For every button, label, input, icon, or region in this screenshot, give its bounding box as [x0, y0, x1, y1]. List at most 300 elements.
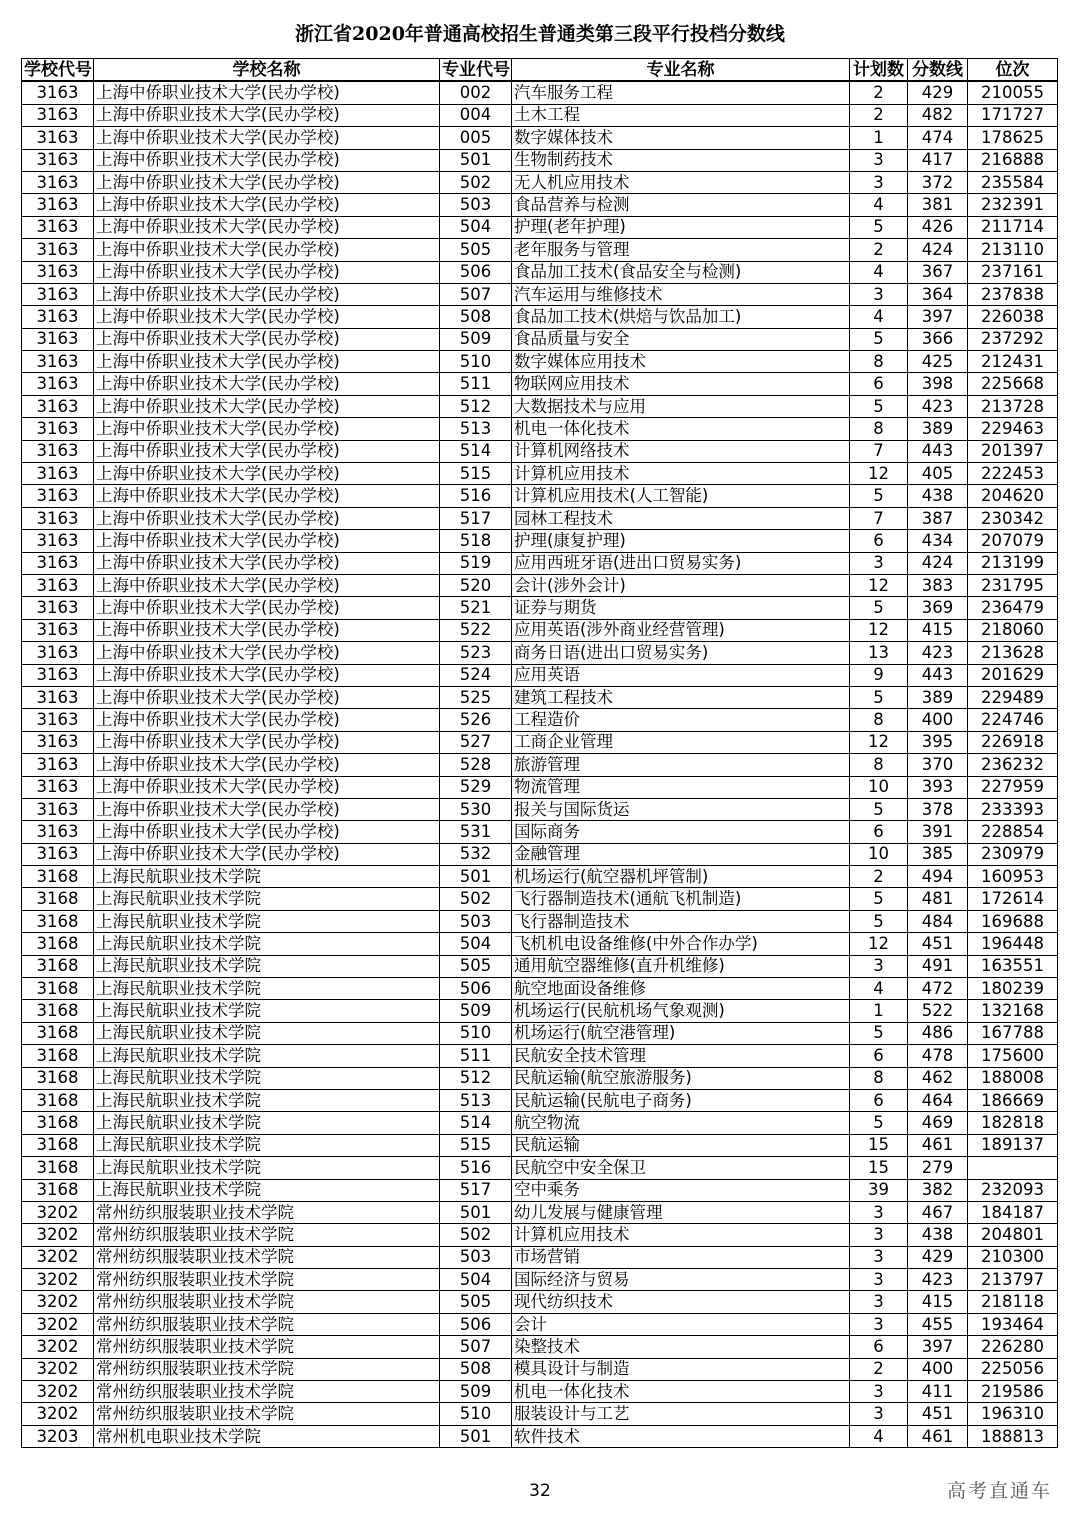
school-code-cell: 3163 [22, 776, 94, 798]
school-code-cell: 3163 [22, 485, 94, 507]
score-line-cell: 481 [908, 888, 968, 910]
school-name-cell: 上海中侨职业技术大学(民办学校) [94, 485, 440, 507]
score-line-cell: 429 [908, 1246, 968, 1268]
score-line-cell: 455 [908, 1313, 968, 1335]
school-code-cell: 3202 [22, 1403, 94, 1425]
school-name-cell: 上海中侨职业技术大学(民办学校) [94, 395, 440, 417]
school-code-cell: 3163 [22, 127, 94, 149]
score-line-cell: 482 [908, 104, 968, 126]
major-code-cell: 504 [440, 216, 512, 238]
plan-count-cell: 3 [850, 1291, 908, 1313]
score-line-cell: 461 [908, 1134, 968, 1156]
school-name-cell: 上海中侨职业技术大学(民办学校) [94, 574, 440, 596]
major-code-cell: 505 [440, 239, 512, 261]
plan-count-cell: 2 [850, 1358, 908, 1380]
school-code-cell: 3202 [22, 1381, 94, 1403]
table-row [22, 1201, 1058, 1223]
score-line-cell: 472 [908, 978, 968, 1000]
major-name-cell: 工商企业管理 [512, 731, 850, 753]
major-name-cell: 护理(老年护理) [512, 216, 850, 238]
rank-cell [968, 1157, 1058, 1179]
rank-cell: 196448 [968, 933, 1058, 955]
table-row [22, 888, 1058, 910]
table-row [22, 1089, 1058, 1111]
rank-cell: 224746 [968, 709, 1058, 731]
school-code-cell: 3168 [22, 1157, 94, 1179]
plan-count-cell: 5 [850, 597, 908, 619]
school-code-cell: 3202 [22, 1291, 94, 1313]
rank-cell: 230979 [968, 843, 1058, 865]
plan-count-cell: 8 [850, 709, 908, 731]
school-name-cell: 上海民航职业技术学院 [94, 978, 440, 1000]
school-code-cell: 3202 [22, 1313, 94, 1335]
school-name-cell: 上海中侨职业技术大学(民办学校) [94, 171, 440, 193]
school-name-cell: 上海中侨职业技术大学(民办学校) [94, 686, 440, 708]
major-code-cell: 501 [440, 866, 512, 888]
rank-cell: 237292 [968, 328, 1058, 350]
school-name-cell: 上海中侨职业技术大学(民办学校) [94, 239, 440, 261]
major-name-cell: 护理(康复护理) [512, 530, 850, 552]
major-name-cell: 应用英语 [512, 664, 850, 686]
header-plan-count: 计划数 [850, 59, 908, 82]
score-line-cell: 395 [908, 731, 968, 753]
table-row [22, 1134, 1058, 1156]
major-name-cell: 空中乘务 [512, 1179, 850, 1201]
school-name-cell: 上海中侨职业技术大学(民办学校) [94, 552, 440, 574]
major-name-cell: 计算机应用技术 [512, 1224, 850, 1246]
plan-count-cell: 12 [850, 933, 908, 955]
school-name-cell: 上海中侨职业技术大学(民办学校) [94, 530, 440, 552]
table-row [22, 731, 1058, 753]
plan-count-cell: 6 [850, 1045, 908, 1067]
major-name-cell: 民航空中安全保卫 [512, 1157, 850, 1179]
major-code-cell: 509 [440, 1000, 512, 1022]
rank-cell: 207079 [968, 530, 1058, 552]
school-name-cell: 常州机电职业技术学院 [94, 1425, 440, 1447]
school-code-cell: 3163 [22, 754, 94, 776]
major-name-cell: 机场运行(航空港管理) [512, 1022, 850, 1044]
rank-cell: 226280 [968, 1336, 1058, 1358]
rank-cell: 229463 [968, 418, 1058, 440]
major-name-cell: 大数据技术与应用 [512, 395, 850, 417]
table-row [22, 104, 1058, 126]
rank-cell: 225056 [968, 1358, 1058, 1380]
rank-cell: 172614 [968, 888, 1058, 910]
major-name-cell: 食品营养与检测 [512, 194, 850, 216]
table-row [22, 1179, 1058, 1201]
rank-cell: 237161 [968, 261, 1058, 283]
rank-cell: 188813 [968, 1425, 1058, 1447]
school-code-cell: 3168 [22, 888, 94, 910]
table-row [22, 1358, 1058, 1380]
plan-count-cell: 5 [850, 1112, 908, 1134]
major-code-cell: 520 [440, 574, 512, 596]
score-line-cell: 372 [908, 171, 968, 193]
rank-cell: 222453 [968, 463, 1058, 485]
rank-cell: 210300 [968, 1246, 1058, 1268]
plan-count-cell: 4 [850, 194, 908, 216]
school-code-cell: 3168 [22, 1067, 94, 1089]
school-name-cell: 上海中侨职业技术大学(民办学校) [94, 373, 440, 395]
major-code-cell: 512 [440, 1067, 512, 1089]
score-line-cell: 423 [908, 642, 968, 664]
school-code-cell: 3163 [22, 171, 94, 193]
school-name-cell: 上海民航职业技术学院 [94, 1179, 440, 1201]
major-name-cell: 机电一体化技术 [512, 1381, 850, 1403]
score-line-cell: 438 [908, 485, 968, 507]
table-row [22, 194, 1058, 216]
major-name-cell: 航空地面设备维修 [512, 978, 850, 1000]
major-name-cell: 报关与国际货运 [512, 798, 850, 820]
rank-cell: 229489 [968, 686, 1058, 708]
school-code-cell: 3202 [22, 1246, 94, 1268]
plan-count-cell: 5 [850, 888, 908, 910]
major-name-cell: 民航运输 [512, 1134, 850, 1156]
table-row [22, 1157, 1058, 1179]
table-row [22, 955, 1058, 977]
major-code-cell: 505 [440, 1291, 512, 1313]
table-row [22, 127, 1058, 149]
school-name-cell: 常州纺织服装职业技术学院 [94, 1246, 440, 1268]
plan-count-cell: 5 [850, 216, 908, 238]
major-code-cell: 525 [440, 686, 512, 708]
plan-count-cell: 6 [850, 373, 908, 395]
major-code-cell: 503 [440, 910, 512, 932]
major-name-cell: 幼儿发展与健康管理 [512, 1201, 850, 1223]
major-name-cell: 物流管理 [512, 776, 850, 798]
score-line-cell: 451 [908, 1403, 968, 1425]
school-code-cell: 3168 [22, 1045, 94, 1067]
table-row [22, 1403, 1058, 1425]
school-code-cell: 3163 [22, 306, 94, 328]
rank-cell: 204801 [968, 1224, 1058, 1246]
school-code-cell: 3163 [22, 619, 94, 641]
major-name-cell: 国际商务 [512, 821, 850, 843]
school-code-cell: 3168 [22, 910, 94, 932]
school-name-cell: 上海中侨职业技术大学(民办学校) [94, 619, 440, 641]
score-line-cell: 429 [908, 81, 968, 104]
school-name-cell: 上海中侨职业技术大学(民办学校) [94, 418, 440, 440]
plan-count-cell: 5 [850, 910, 908, 932]
plan-count-cell: 6 [850, 530, 908, 552]
major-code-cell: 531 [440, 821, 512, 843]
school-code-cell: 3168 [22, 1179, 94, 1201]
table-row [22, 1246, 1058, 1268]
rank-cell: 227959 [968, 776, 1058, 798]
school-name-cell: 上海中侨职业技术大学(民办学校) [94, 283, 440, 305]
plan-count-cell: 5 [850, 686, 908, 708]
major-code-cell: 515 [440, 463, 512, 485]
school-code-cell: 3163 [22, 418, 94, 440]
rank-cell: 193464 [968, 1313, 1058, 1335]
score-line-cell: 426 [908, 216, 968, 238]
school-name-cell: 上海中侨职业技术大学(民办学校) [94, 507, 440, 529]
rank-cell: 160953 [968, 866, 1058, 888]
plan-count-cell: 12 [850, 619, 908, 641]
plan-count-cell: 6 [850, 1089, 908, 1111]
school-code-cell: 3163 [22, 530, 94, 552]
score-line-cell: 423 [908, 395, 968, 417]
school-code-cell: 3163 [22, 216, 94, 238]
rank-cell: 132168 [968, 1000, 1058, 1022]
score-line-cell: 522 [908, 1000, 968, 1022]
school-code-cell: 3203 [22, 1425, 94, 1447]
major-name-cell: 食品质量与安全 [512, 328, 850, 350]
score-line-cell: 478 [908, 1045, 968, 1067]
table-row [22, 1425, 1058, 1447]
plan-count-cell: 3 [850, 1313, 908, 1335]
major-name-cell: 民航运输(航空旅游服务) [512, 1067, 850, 1089]
school-name-cell: 上海中侨职业技术大学(民办学校) [94, 843, 440, 865]
major-code-cell: 501 [440, 1425, 512, 1447]
major-name-cell: 机场运行(航空器机坪管制) [512, 866, 850, 888]
rank-cell: 226038 [968, 306, 1058, 328]
school-name-cell: 上海民航职业技术学院 [94, 1112, 440, 1134]
major-code-cell: 532 [440, 843, 512, 865]
score-line-cell: 385 [908, 843, 968, 865]
score-line-cell: 389 [908, 686, 968, 708]
school-name-cell: 上海民航职业技术学院 [94, 888, 440, 910]
table-row [22, 216, 1058, 238]
major-code-cell: 501 [440, 1201, 512, 1223]
rank-cell: 236479 [968, 597, 1058, 619]
major-name-cell: 建筑工程技术 [512, 686, 850, 708]
score-line-cell: 417 [908, 149, 968, 171]
table-row [22, 1224, 1058, 1246]
score-line-cell: 393 [908, 776, 968, 798]
school-code-cell: 3168 [22, 1000, 94, 1022]
plan-count-cell: 5 [850, 395, 908, 417]
plan-count-cell: 7 [850, 507, 908, 529]
score-line-cell: 424 [908, 552, 968, 574]
major-name-cell: 国际经济与贸易 [512, 1269, 850, 1291]
table-row [22, 552, 1058, 574]
score-line-cell: 400 [908, 709, 968, 731]
watermark: 高考直通车 [946, 1480, 1052, 1502]
plan-count-cell: 8 [850, 754, 908, 776]
major-code-cell: 514 [440, 1112, 512, 1134]
school-code-cell: 3163 [22, 642, 94, 664]
rank-cell: 218118 [968, 1291, 1058, 1313]
major-code-cell: 526 [440, 709, 512, 731]
rank-cell: 189137 [968, 1134, 1058, 1156]
rank-cell: 228854 [968, 821, 1058, 843]
major-name-cell: 物联网应用技术 [512, 373, 850, 395]
plan-count-cell: 7 [850, 440, 908, 462]
major-name-cell: 软件技术 [512, 1425, 850, 1447]
major-name-cell: 飞机机电设备维修(中外合作办学) [512, 933, 850, 955]
table-row [22, 1336, 1058, 1358]
table-row [22, 171, 1058, 193]
major-code-cell: 504 [440, 1269, 512, 1291]
major-code-cell: 502 [440, 171, 512, 193]
school-name-cell: 常州纺织服装职业技术学院 [94, 1336, 440, 1358]
school-code-cell: 3163 [22, 463, 94, 485]
plan-count-cell: 5 [850, 798, 908, 820]
plan-count-cell: 1 [850, 127, 908, 149]
score-line-cell: 389 [908, 418, 968, 440]
table-row [22, 530, 1058, 552]
rank-cell: 210055 [968, 81, 1058, 104]
plan-count-cell: 39 [850, 1179, 908, 1201]
major-code-cell: 503 [440, 194, 512, 216]
rank-cell: 213199 [968, 552, 1058, 574]
table-body [22, 81, 1058, 1447]
plan-count-cell: 15 [850, 1157, 908, 1179]
school-code-cell: 3168 [22, 866, 94, 888]
table-row [22, 418, 1058, 440]
major-code-cell: 504 [440, 933, 512, 955]
plan-count-cell: 3 [850, 955, 908, 977]
rank-cell: 204620 [968, 485, 1058, 507]
table-row [22, 239, 1058, 261]
school-name-cell: 上海中侨职业技术大学(民办学校) [94, 709, 440, 731]
table-row [22, 485, 1058, 507]
rank-cell: 216888 [968, 149, 1058, 171]
table-row [22, 686, 1058, 708]
major-code-cell: 503 [440, 1246, 512, 1268]
school-code-cell: 3163 [22, 843, 94, 865]
school-name-cell: 上海民航职业技术学院 [94, 910, 440, 932]
major-code-cell: 511 [440, 373, 512, 395]
school-code-cell: 3202 [22, 1224, 94, 1246]
major-name-cell: 飞行器制造技术 [512, 910, 850, 932]
major-name-cell: 会计(涉外会计) [512, 574, 850, 596]
plan-count-cell: 4 [850, 1425, 908, 1447]
score-line-cell: 494 [908, 866, 968, 888]
major-code-cell: 514 [440, 440, 512, 462]
major-code-cell: 506 [440, 261, 512, 283]
major-name-cell: 园林工程技术 [512, 507, 850, 529]
school-code-cell: 3163 [22, 597, 94, 619]
school-code-cell: 3163 [22, 194, 94, 216]
major-code-cell: 507 [440, 283, 512, 305]
rank-cell: 230342 [968, 507, 1058, 529]
school-name-cell: 常州纺织服装职业技术学院 [94, 1269, 440, 1291]
school-code-cell: 3163 [22, 507, 94, 529]
table-header-row [22, 59, 1058, 82]
table-row [22, 440, 1058, 462]
major-name-cell: 民航运输(民航电子商务) [512, 1089, 850, 1111]
table-row [22, 1291, 1058, 1313]
rank-cell: 178625 [968, 127, 1058, 149]
school-code-cell: 3163 [22, 574, 94, 596]
table-row [22, 373, 1058, 395]
school-code-cell: 3163 [22, 821, 94, 843]
school-name-cell: 上海民航职业技术学院 [94, 955, 440, 977]
plan-count-cell: 3 [850, 1201, 908, 1223]
rank-cell: 186669 [968, 1089, 1058, 1111]
major-code-cell: 519 [440, 552, 512, 574]
rank-cell: 225668 [968, 373, 1058, 395]
score-line-cell: 387 [908, 507, 968, 529]
score-line-cell: 424 [908, 239, 968, 261]
major-name-cell: 金融管理 [512, 843, 850, 865]
school-name-cell: 上海中侨职业技术大学(民办学校) [94, 798, 440, 820]
plan-count-cell: 3 [850, 171, 908, 193]
school-name-cell: 上海民航职业技术学院 [94, 1045, 440, 1067]
rank-cell: 213728 [968, 395, 1058, 417]
rank-cell: 163551 [968, 955, 1058, 977]
rank-cell: 180239 [968, 978, 1058, 1000]
score-line-cell: 467 [908, 1201, 968, 1223]
plan-count-cell: 10 [850, 843, 908, 865]
plan-count-cell: 2 [850, 866, 908, 888]
major-code-cell: 501 [440, 149, 512, 171]
major-name-cell: 商务日语(进出口贸易实务) [512, 642, 850, 664]
table-row [22, 1045, 1058, 1067]
school-name-cell: 上海中侨职业技术大学(民办学校) [94, 81, 440, 104]
major-code-cell: 510 [440, 1403, 512, 1425]
table-row [22, 664, 1058, 686]
table-row [22, 81, 1058, 104]
major-code-cell: 522 [440, 619, 512, 641]
major-name-cell: 民航安全技术管理 [512, 1045, 850, 1067]
plan-count-cell: 3 [850, 1403, 908, 1425]
rank-cell: 218060 [968, 619, 1058, 641]
major-name-cell: 汽车服务工程 [512, 81, 850, 104]
score-line-cell: 425 [908, 351, 968, 373]
school-name-cell: 上海中侨职业技术大学(民办学校) [94, 731, 440, 753]
plan-count-cell: 1 [850, 1000, 908, 1022]
plan-count-cell: 4 [850, 978, 908, 1000]
major-name-cell: 数字媒体技术 [512, 127, 850, 149]
plan-count-cell: 6 [850, 1336, 908, 1358]
school-name-cell: 上海中侨职业技术大学(民办学校) [94, 463, 440, 485]
table-row [22, 866, 1058, 888]
table-row [22, 597, 1058, 619]
plan-count-cell: 12 [850, 731, 908, 753]
table-row [22, 1313, 1058, 1335]
rank-cell: 231795 [968, 574, 1058, 596]
table-row [22, 1269, 1058, 1291]
major-name-cell: 食品加工技术(烘焙与饮品加工) [512, 306, 850, 328]
rank-cell: 232093 [968, 1179, 1058, 1201]
plan-count-cell: 6 [850, 821, 908, 843]
plan-count-cell: 15 [850, 1134, 908, 1156]
school-name-cell: 上海民航职业技术学院 [94, 866, 440, 888]
major-code-cell: 506 [440, 1313, 512, 1335]
school-code-cell: 3163 [22, 81, 94, 104]
header-major-name: 专业名称 [512, 59, 850, 82]
major-code-cell: 502 [440, 1224, 512, 1246]
school-code-cell: 3168 [22, 933, 94, 955]
school-code-cell: 3163 [22, 731, 94, 753]
page-title: 浙江省2020年普通高校招生普通类第三段平行投档分数线 [295, 23, 785, 45]
header-school-code: 学校代号 [22, 59, 94, 82]
score-line-cell: 369 [908, 597, 968, 619]
major-name-cell: 应用西班牙语(进出口贸易实务) [512, 552, 850, 574]
table-row [22, 507, 1058, 529]
score-line-cell: 366 [908, 328, 968, 350]
school-code-cell: 3163 [22, 149, 94, 171]
plan-count-cell: 4 [850, 261, 908, 283]
school-code-cell: 3163 [22, 686, 94, 708]
score-line-cell: 423 [908, 1269, 968, 1291]
major-code-cell: 515 [440, 1134, 512, 1156]
rank-cell: 196310 [968, 1403, 1058, 1425]
school-code-cell: 3163 [22, 440, 94, 462]
major-code-cell: 508 [440, 306, 512, 328]
major-code-cell: 502 [440, 888, 512, 910]
plan-count-cell: 3 [850, 1246, 908, 1268]
school-code-cell: 3168 [22, 978, 94, 1000]
major-code-cell: 509 [440, 1381, 512, 1403]
score-line-cell: 378 [908, 798, 968, 820]
plan-count-cell: 2 [850, 239, 908, 261]
table-row [22, 776, 1058, 798]
table-row [22, 843, 1058, 865]
